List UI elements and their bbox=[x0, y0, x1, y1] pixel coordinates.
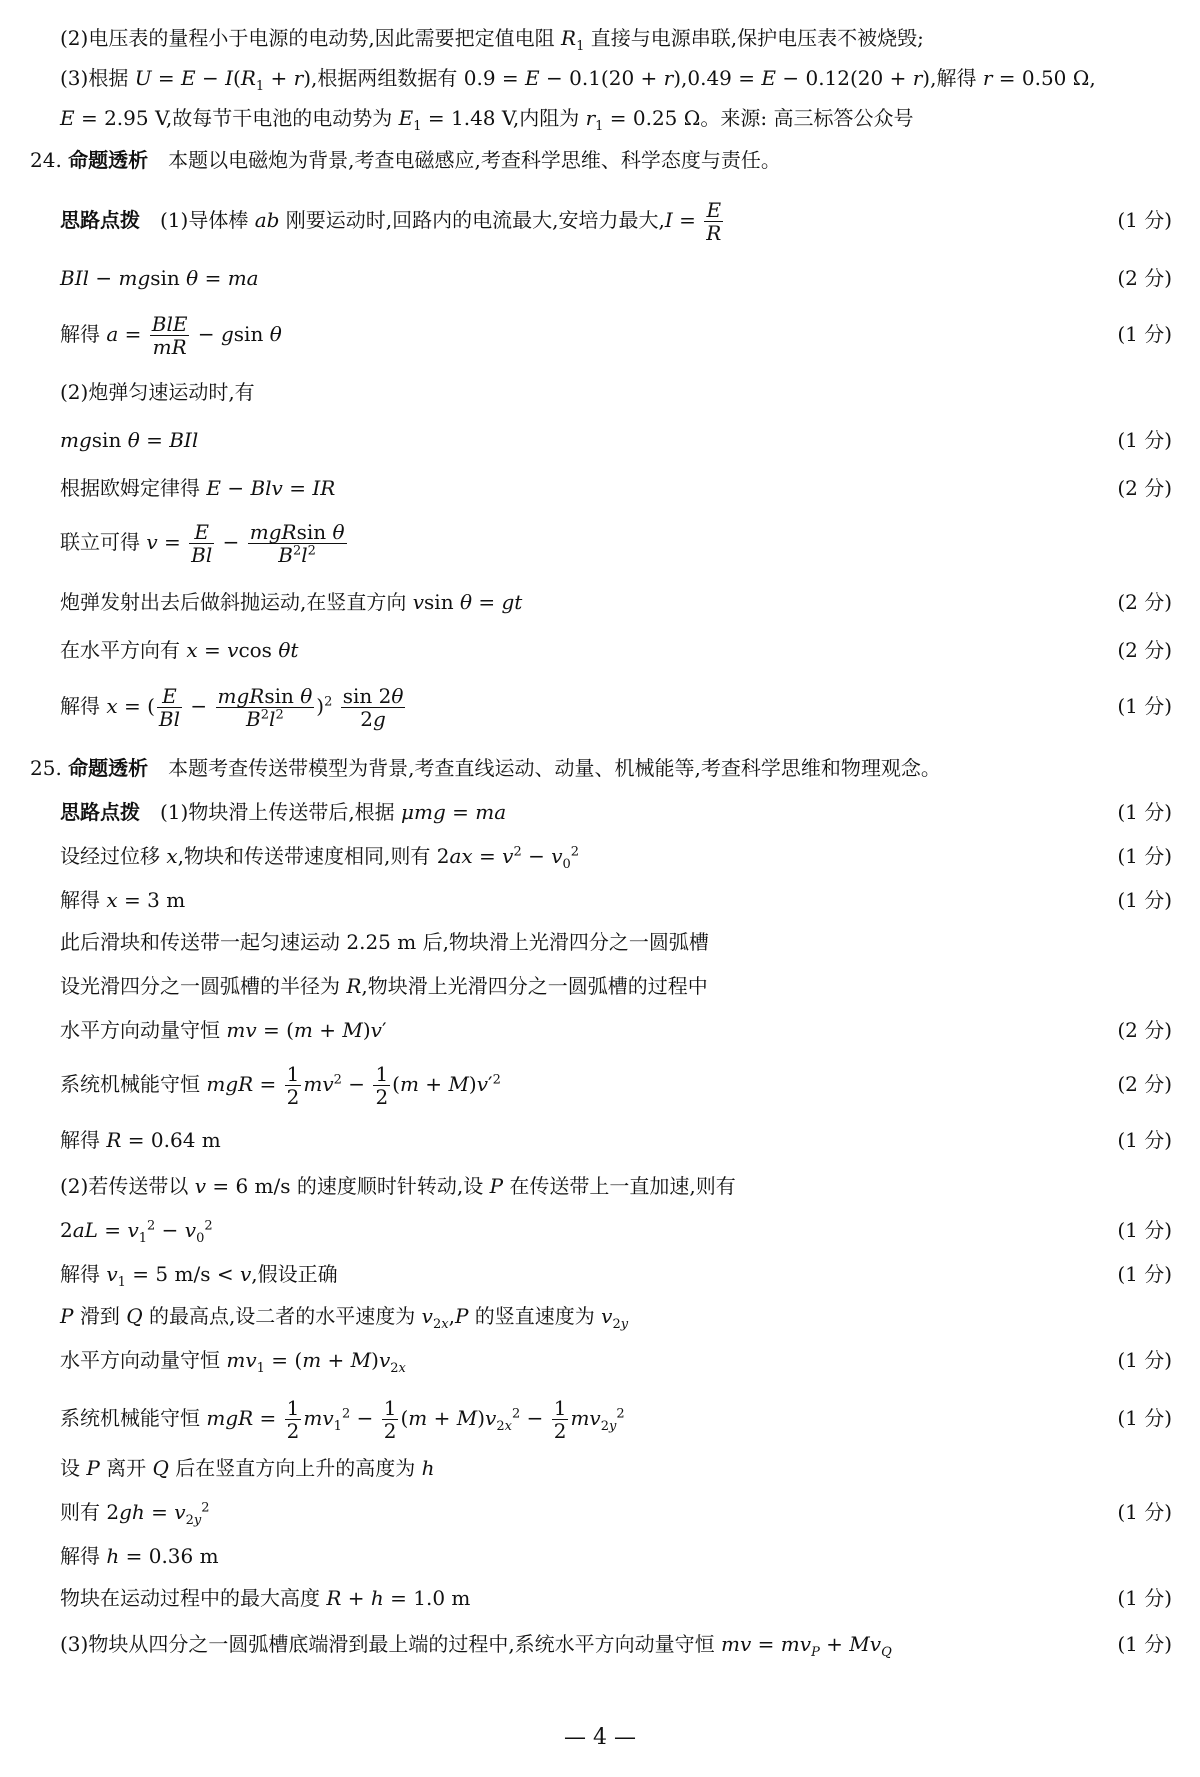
score-label: (1 分) bbox=[1117, 208, 1172, 232]
score-label: (2 分) bbox=[1117, 266, 1172, 290]
line-text: 24. 命题透析 本题以电磁炮为背景,考查电磁感应,考查科学思维、科学态度与责任。 bbox=[30, 148, 781, 172]
text-line bbox=[0, 198, 1200, 245]
line-text: 系统机械能守恒 mgR = $\frac{1}{2}$ $mv^2$ − $\frac{1}{2}$ $(m + M)v'^2$ bbox=[60, 1062, 501, 1109]
score-label: (1 分) bbox=[1117, 1500, 1172, 1524]
line-text: 联立可得 v = $\frac{E}{Bl}$ − mgRsin θ $B^2l^2$ bbox=[60, 520, 345, 567]
line-text: (3)物块从四分之一圆弧槽底端滑到最上端的过程中,系统水平方向动量守恒 mv = $mv_P + Mv_Q$ bbox=[60, 1632, 892, 1660]
line-text: 解得 a = BlE mR − gsin θ bbox=[60, 312, 282, 359]
text-line bbox=[0, 520, 1200, 567]
text-line bbox=[0, 684, 1200, 731]
line-text: 水平方向动量守恒 mv = (m + M)v′ bbox=[60, 1018, 387, 1042]
line-text: 设 P 离开 Q 后在竖直方向上升的高度为 h bbox=[60, 1456, 435, 1480]
line-text: (2)炮弹匀速运动时,有 bbox=[60, 380, 255, 404]
line-text: 此后滑块和传送带一起匀速运动 2.25 m 后,物块滑上光滑四分之一圆弧槽 bbox=[60, 930, 709, 954]
text-line bbox=[0, 1490, 1200, 1534]
line-text: 在水平方向有 x = vcos θt bbox=[60, 638, 299, 662]
text-line bbox=[0, 1294, 1200, 1338]
line-text: 水平方向动量守恒 $mv_1 = (m + M)v_{2x}$ bbox=[60, 1348, 406, 1376]
line-text: 思路点拨 (1)物块滑上传送带后,根据 μmg = ma bbox=[60, 800, 507, 824]
page-number: — 4 — bbox=[564, 1725, 636, 1750]
line-text: 炮弹发射出去后做斜抛运动,在竖直方向 vsin θ = gt bbox=[60, 590, 523, 614]
line-text: (2)电压表的量程小于电源的电动势,因此需要把定值电阻 $R_1$ 直接与电源串联,保护电压表不被烧毁; bbox=[60, 26, 924, 54]
score-label: (1 分) bbox=[1117, 1348, 1172, 1372]
text-line bbox=[0, 466, 1200, 510]
text-line bbox=[0, 1008, 1200, 1052]
text-line bbox=[0, 964, 1200, 1008]
score-label: (1 分) bbox=[1117, 694, 1172, 718]
line-text: 设经过位移 x,物块和传送带速度相同,则有 $2ax = v^2 - v_0^2$ bbox=[60, 844, 580, 872]
text-line bbox=[0, 96, 1200, 140]
text-line bbox=[0, 418, 1200, 462]
text-line bbox=[0, 1164, 1200, 1208]
line-text: (3)根据 $U = E - I(R_1 + r)$,根据两组数据有 0.9 = E − 0.1(20 + r),0.49 = E − 0.12(20 + r),解得 r = 0.50 Ω, bbox=[60, 66, 1096, 94]
text-line bbox=[0, 1622, 1200, 1666]
line-text: 思路点拨 (1)导体棒 ab 刚要运动时,回路内的电流最大,安培力最大,I = $\frac{E}{R}$ bbox=[60, 198, 722, 245]
text-line bbox=[0, 1446, 1200, 1490]
text-line bbox=[0, 138, 1200, 182]
score-label: (1 分) bbox=[1117, 1586, 1172, 1610]
text-line bbox=[0, 56, 1200, 100]
text-line bbox=[0, 878, 1200, 922]
text-line bbox=[0, 1118, 1200, 1162]
text-line bbox=[0, 1062, 1200, 1109]
line-text: 解得 $v_1 = 5$ m/s < v,假设正确 bbox=[60, 1262, 338, 1290]
text-line bbox=[0, 1338, 1200, 1382]
text-line bbox=[0, 1576, 1200, 1620]
text-line bbox=[0, 790, 1200, 834]
text-line bbox=[0, 580, 1200, 624]
line-text: 解得 h = 0.36 m bbox=[60, 1544, 219, 1568]
text-line bbox=[0, 920, 1200, 964]
line-text: BIl − mgsin θ = ma bbox=[60, 266, 259, 290]
line-text: 设光滑四分之一圆弧槽的半径为 R,物块滑上光滑四分之一圆弧槽的过程中 bbox=[60, 974, 708, 998]
line-text: 解得 R = 0.64 m bbox=[60, 1128, 221, 1152]
line-text: mgsin θ = BIl bbox=[60, 428, 199, 452]
text-line bbox=[0, 312, 1200, 359]
text-line bbox=[0, 256, 1200, 300]
score-label: (1 分) bbox=[1117, 888, 1172, 912]
text-line bbox=[0, 1252, 1200, 1296]
text-line bbox=[0, 1208, 1200, 1252]
score-label: (1 分) bbox=[1117, 1406, 1172, 1430]
line-text: 解得 x = ( $\frac{E}{Bl}$ − mgRsin θ $B^2l^2$ )$^2$ $\frac{\sin 2\theta}{2g}$ bbox=[60, 684, 404, 731]
text-line bbox=[0, 746, 1200, 790]
score-label: (2 分) bbox=[1117, 590, 1172, 614]
score-label: (1 分) bbox=[1117, 1632, 1172, 1656]
score-label: (1 分) bbox=[1117, 322, 1172, 346]
text-line bbox=[0, 1534, 1200, 1578]
text-line bbox=[0, 628, 1200, 672]
score-label: (1 分) bbox=[1117, 428, 1172, 452]
line-text: 解得 x = 3 m bbox=[60, 888, 186, 912]
score-label: (1 分) bbox=[1117, 1218, 1172, 1242]
score-label: (1 分) bbox=[1117, 800, 1172, 824]
line-text: 系统机械能守恒 mgR = $\frac{1}{2}$ $mv_1^2$ − $\frac{1}{2}$ $(m + M)v_{2x}^2$ − $\frac{1}{2}$ $mv_{2y}^2$ bbox=[60, 1396, 625, 1443]
line-text: $2aL = v_1^2 - v_0^2$ bbox=[60, 1218, 213, 1246]
line-text: 25. 命题透析 本题考查传送带模型为背景,考查直线运动、动量、机械能等,考查科学思维和物理观念。 bbox=[30, 756, 941, 780]
line-text: E = 2.95 V,故每节干电池的电动势为 $E_1 = 1.48$ V,内阻为 $r_1 = 0.25$ Ω。来源: 高三标答公众号 bbox=[60, 106, 914, 134]
text-line bbox=[0, 1396, 1200, 1443]
line-text: 则有 $2gh = v_{2y}^2$ bbox=[60, 1500, 210, 1528]
text-line bbox=[0, 16, 1200, 60]
text-line bbox=[0, 834, 1200, 878]
score-label: (1 分) bbox=[1117, 844, 1172, 868]
score-label: (2 分) bbox=[1117, 638, 1172, 662]
score-label: (2 分) bbox=[1117, 1072, 1172, 1096]
score-label: (1 分) bbox=[1117, 1128, 1172, 1152]
score-label: (2 分) bbox=[1117, 1018, 1172, 1042]
line-text: P 滑到 Q 的最高点,设二者的水平速度为 $v_{2x},P$ 的竖直速度为 $v_{2y}$ bbox=[60, 1304, 629, 1332]
score-label: (2 分) bbox=[1117, 476, 1172, 500]
score-label: (1 分) bbox=[1117, 1262, 1172, 1286]
line-text: (2)若传送带以 v = 6 m/s 的速度顺时针转动,设 P 在传送带上一直加速,则有 bbox=[60, 1174, 736, 1198]
text-line bbox=[0, 370, 1200, 414]
line-text: 根据欧姆定律得 E − Blv = IR bbox=[60, 476, 336, 500]
line-text: 物块在运动过程中的最大高度 R + h = 1.0 m bbox=[60, 1586, 471, 1610]
